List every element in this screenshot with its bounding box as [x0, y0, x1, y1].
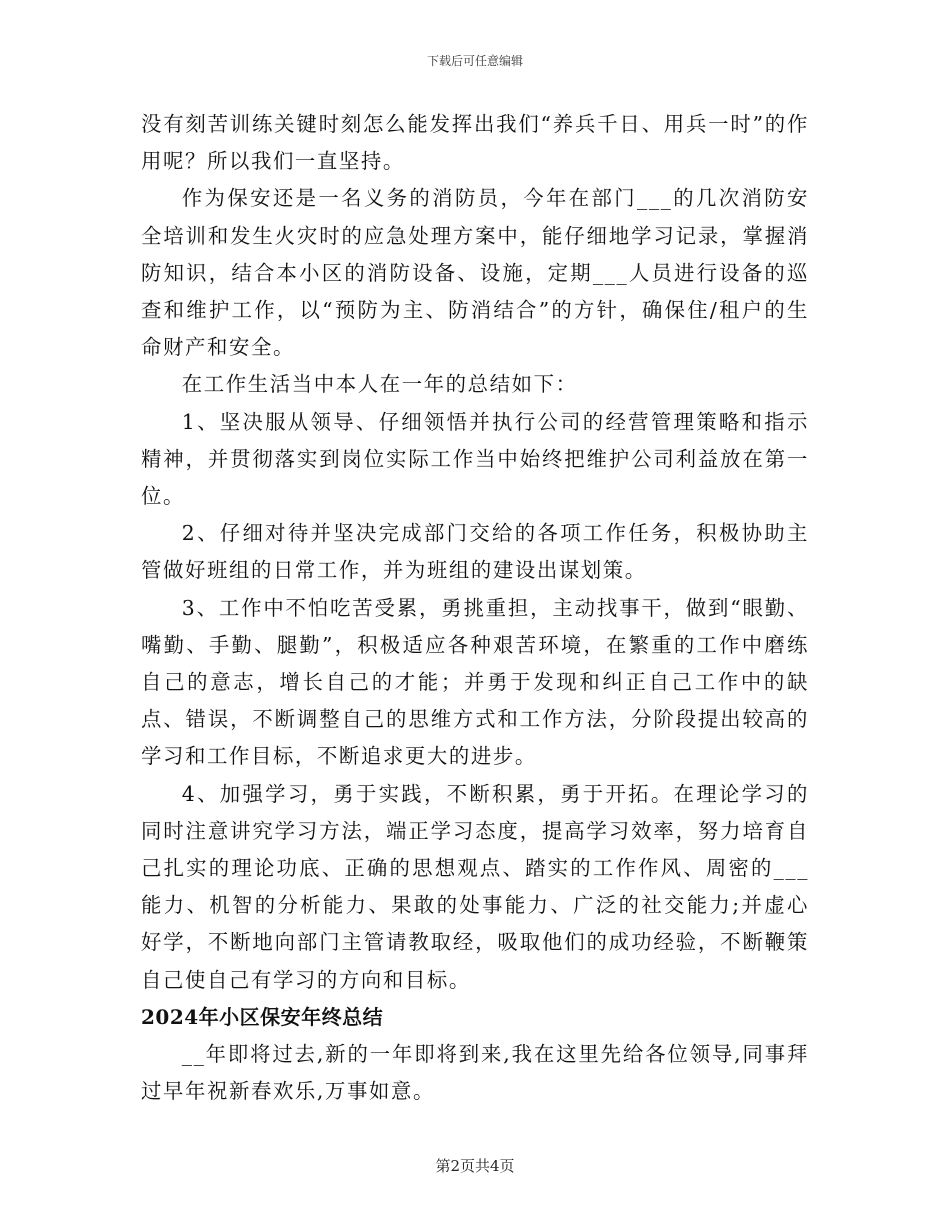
paragraph-item-1: 1、坚决服从领导、仔细领悟并执行公司的经营管理策略和指示精神，并贯彻落实到岗位实际工作当中始终把维护公司利益放在第一位。: [141, 409, 809, 509]
paragraph-fire-safety: 作为保安还是一名义务的消防员，今年在部门___的几次消防安全培训和发生火灾时的应急处理方案中，能仔细地学习记录，掌握消防知识，结合本小区的消防设备、设施，定期___人员进行设备的巡查和维护工作，以“预防为主、防消结合”的方针，确保住/租户的生命财产和安全。: [141, 186, 809, 360]
page-header-note: 下载后可任意编辑: [426, 54, 523, 68]
paragraph-summary-intro: 在工作生活当中本人在一年的总结如下：: [181, 372, 578, 397]
paragraph-new-year-greeting: __年即将过去,新的一年即将到来,我在这里先给各位领导,同事拜过早年祝新春欢乐,万事如意。: [141, 1042, 809, 1104]
paragraph-item-4: 4、加强学习，勇于实践，不断积累，勇于开拓。在理论学习的同时注意讲究学习方法，端正学习态度，提高学习效率，努力培育自己扎实的理论功底、正确的思想观点、踏实的工作作风、周密的___能力、机智的分析能力、果敢的处事能力、广泛的社交能力;并虚心好学，不断地向部门主管请教取经，吸取他们的成功经验，不断鞭策自己使自己有学习的方向和目标。: [141, 781, 809, 992]
paragraph-item-3: 3、工作中不怕吃苦受累，勇挑重担，主动找事干，做到“眼勤、嘴勤、手勤、腿勤”，积极适应各种艰苦环境，在繁重的工作中磨练自己的意志，增长自己的才能；并勇于发现和纠正自己工作中的缺点、错误，不断调整自己的思维方式和工作方法，分阶段提出较高的学习和工作目标，不断追求更大的进步。: [141, 595, 809, 769]
document-body: [141, 106, 809, 1110]
page-number: 第2页共4页: [435, 1157, 515, 1175]
paragraph-continuation: 没有刻苦训练关键时刻怎么能发挥出我们“养兵千日、用兵一时”的作用呢？所以我们一直坚持。: [141, 112, 809, 174]
paragraph-item-2: 2、仔细对待并坚决完成部门交给的各项工作任务，积极协助主管做好班组的日常工作，并为班组的建设出谋划策。: [141, 521, 809, 583]
section-heading: 2024年小区保安年终总结: [141, 1004, 384, 1029]
